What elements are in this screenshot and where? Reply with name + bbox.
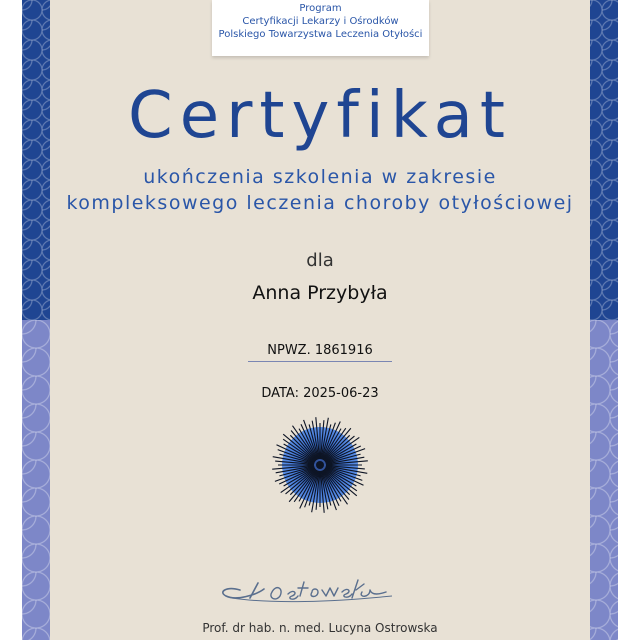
program-line-2: Certyfikacji Lekarzy i Ośrodków bbox=[242, 16, 399, 27]
npwz-number: NPWZ. 1861916 bbox=[248, 343, 392, 362]
certificate-date: DATA: 2025-06-23 bbox=[261, 386, 379, 401]
recipient-name: Anna Przybyła bbox=[252, 282, 388, 304]
subtitle-line-2: kompleksowego leczenia choroby otyłościowej bbox=[66, 192, 574, 214]
program-line-3: Polskiego Towarzystwa Leczenia Otyłości bbox=[218, 29, 423, 40]
handwritten-signature bbox=[212, 568, 412, 608]
seal-emblem-icon bbox=[270, 415, 370, 515]
program-header-card bbox=[212, 0, 429, 56]
signer-name: Prof. dr hab. n. med. Lucyna Ostrowska bbox=[202, 621, 438, 635]
subtitle-line-1: ukończenia szkolenia w zakresie bbox=[143, 166, 497, 188]
program-line-1: Program bbox=[299, 3, 342, 14]
for-label: dla bbox=[306, 250, 334, 271]
certificate-subtitle bbox=[0, 164, 640, 216]
certificate-title: Certyfikat bbox=[128, 79, 512, 153]
